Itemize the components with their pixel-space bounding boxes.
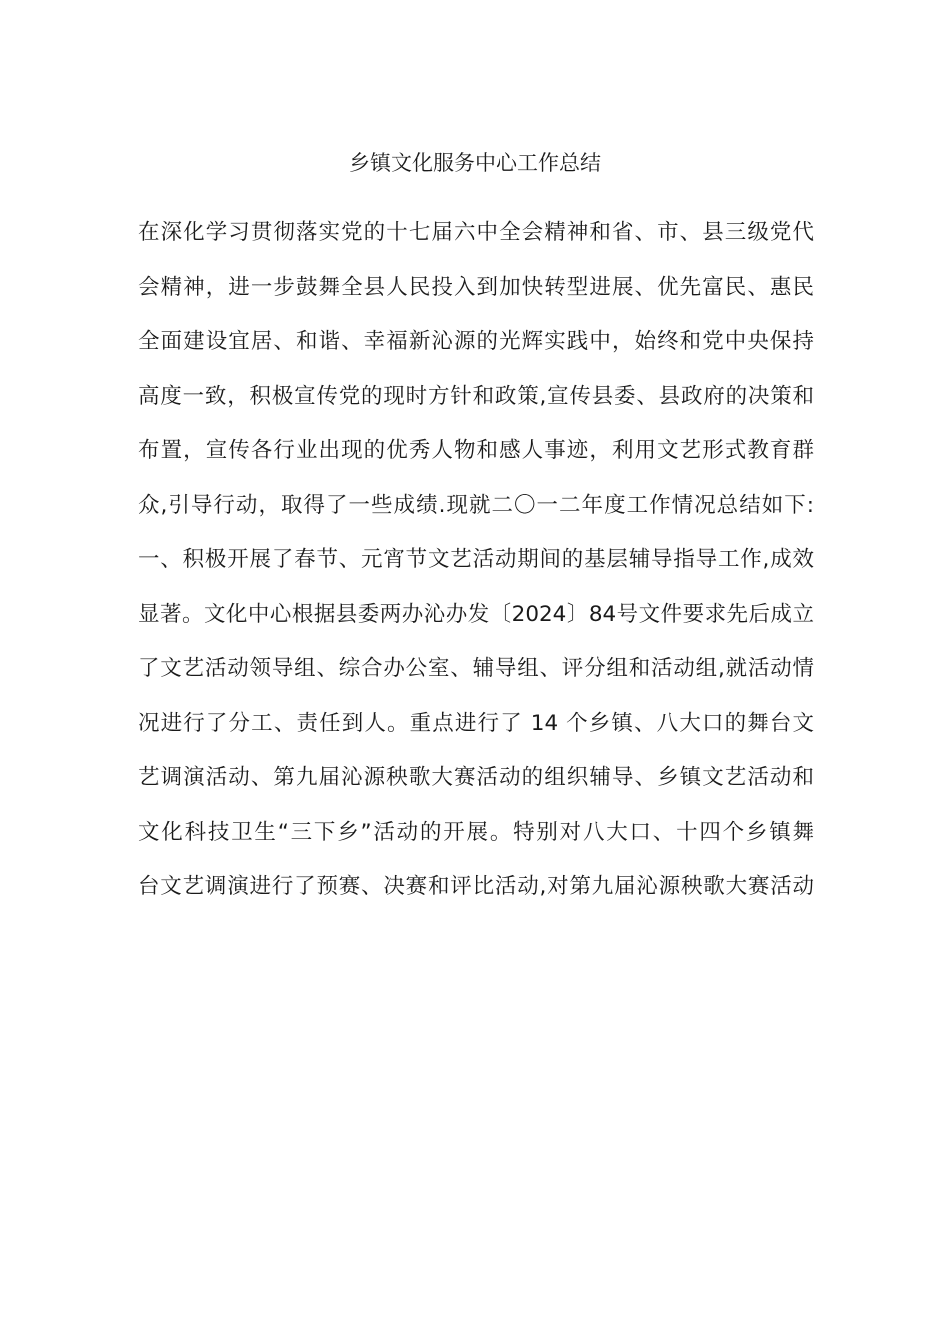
body-line-1: 在深化学习贯彻落实党的十七届六中全会精神和省、市、县三级党代	[138, 220, 814, 245]
body-line-4: 高度一致，积极宣传党的现时方针和政策,宣传县委、县政府的决策和	[138, 383, 814, 409]
body-line-8: 显著。文化中心根据县委两办沁办发〔2024〕84号文件要求先后成立	[138, 601, 814, 627]
body-line-11: 艺调演活动、第九届沁源秧歌大赛活动的组织辅导、乡镇文艺活动和	[138, 765, 814, 790]
document-title: 乡镇文化服务中心工作总结	[349, 151, 601, 175]
document-body	[138, 206, 814, 915]
body-line-3: 全面建设宜居、和谐、幸福新沁源的光辉实践中，始终和党中央保持	[138, 329, 814, 354]
body-line-6: 众,引导行动，取得了一些成绩.现就二〇一二年度工作情况总结如下:	[138, 492, 814, 518]
body-line-12: 文化科技卫生“三下乡”活动的开展。特别对八大口、十四个乡镇舞	[138, 819, 814, 845]
body-line-2: 会精神，进一步鼓舞全县人民投入到加快转型进展、优先富民、惠民	[138, 274, 814, 300]
body-line-7: 一、积极开展了春节、元宵节文艺活动期间的基层辅导指导工作,成效	[138, 547, 814, 572]
body-line-10: 况进行了分工、责任到人。重点进行了 14 个乡镇、八大口的舞台文	[138, 710, 814, 736]
body-line-13: 台文艺调演进行了预赛、决赛和评比活动,对第九届沁源秧歌大赛活动	[138, 874, 814, 899]
body-line-5: 布置，宣传各行业出现的优秀人物和感人事迹，利用文艺形式教育群	[138, 438, 814, 463]
body-line-9: 了文艺活动领导组、综合办公室、辅导组、评分组和活动组,就活动情	[138, 656, 814, 681]
